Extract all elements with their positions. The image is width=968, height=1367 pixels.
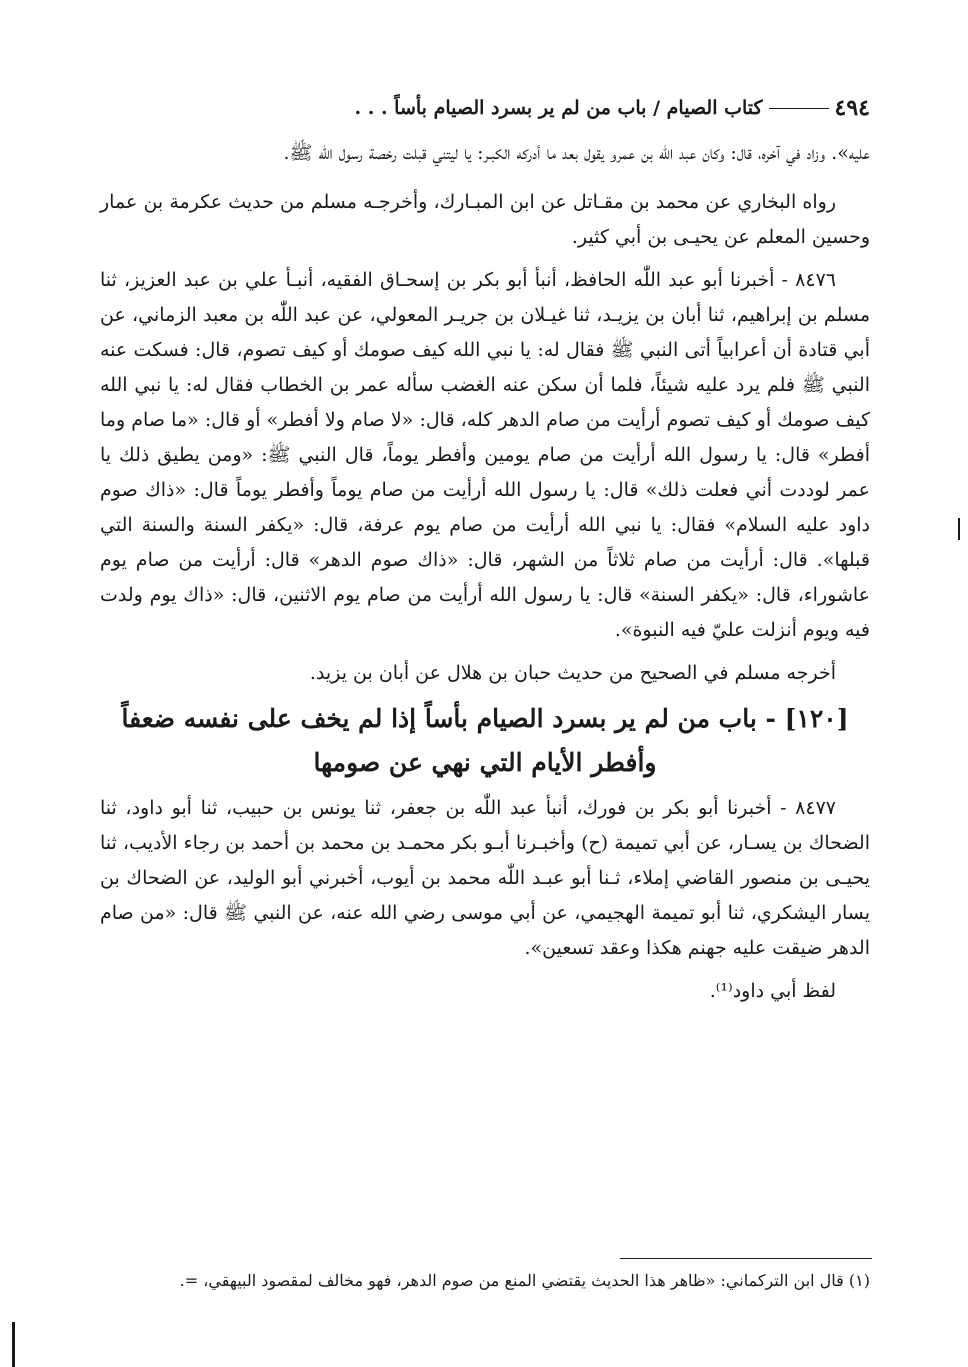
header-rule [769, 108, 829, 109]
running-head [100, 88, 870, 128]
margin-tick-bottom-left [12, 1322, 15, 1367]
paragraph-takhrij-2: أخرجه مسلم في الصحيح من حديث حبان بن هلال عن أبان بن يزيد. [309, 662, 836, 684]
paragraph-continuation: عليه». وزاد في آخره، قال: وكان عبد اللّٰه بن عمرو يقول بعد ما أدركه الكبـر: يا ليتني قبلت رخصة رسول الله ﷺ. [283, 142, 870, 164]
paragraph-takhrij-1: رواه البخاري عن محمد بن مقـاتل عن ابن المبـارك، وأخرجـه مسلم من حديث عكرمة بن عمار وحسين المعلم عن يحيـى بن أبي كثير. [100, 191, 870, 248]
margin-tick-right [958, 518, 960, 540]
running-title: كتاب الصيام / باب من لم ير بسرد الصيام بأساً . . . [354, 97, 763, 119]
page-number: ٤٩٤ [834, 95, 870, 121]
chapter-heading: [١٢٠] - باب من لم ير بسرد الصيام بأساً إذا لم يخف على نفسه ضعفاً وأفطر الأيام التي نهي عن صومها [121, 704, 849, 777]
page-body [100, 88, 870, 1009]
hadith-8476: ٨٤٧٦ - أخبرنا أبو عبد اللّٰه الحافظ، أنبأ أبو بكر بن إسحـاق الفقيه، أنبـأ علي بن عبد العزيز، ثنا مسلم بن إبراهيم، ثنا أبان بن يزيـد، ثنا غيـلان بن جريـر المعولي، عن عبد اللّٰه بن معبد الزماني، عن أبي قتادة أن أعرابياً أتى النبي ﷺ فقال له: يا نبي الله كيف صومك أو كيف تصوم، قال: فسكت عنه النبي ﷺ فلم يرد عليه شيئاً، فلما أن سكن عنه الغضب سأله عمر بن الخطاب فقال له: يا نبي الله كيف صومك أو كيف تصوم أرأيت من صام الدهر كله، قال: «لا صام ولا أفطر» أو قال: «ما صام وما أفطر» قال: يا رسول الله أرأيت من صام يومين وأفطر يوماً، قال النبي ﷺ: «ومن يطيق ذلك يا عمر لوددت أني فعلت ذلك» قال: يا رسول الله أرأيت من صام يوماً وأفطر يوماً قال: «ذاك صوم داود عليه السلام» فقال: يا نبي الله أرأيت من صام يوم عرفة، قال: «يكفر السنة والسنة التي قبلها». قال: أرأيت من صام ثلاثاً من الشهر، قال: «ذاك صوم الدهر» قال: أرأيت من صام يوم عاشوراء، قال: «يكفر السنة» قال: يا رسول الله أرأيت من صام يوم الاثنين، قال: «ذاك يوم ولدت فيه ويوم أنزلت عليّ فيه النبوة». [100, 269, 870, 641]
hadith-8477: ٨٤٧٧ - أخبرنا أبو بكر بن فورك، أنبأ عبد اللّٰه بن جعفر، ثنا يونس بن حبيب، ثنا أبو داود، ثنا الضحاك بن يسـار، عن أبي تميمة (ح) وأخبـرنا أبـو بكر محمـد بن محمد بن أحمد بن رجاء الأديب، ثنا يحيـى بن منصور القاضي إملاء، ثـنا أبو عبـد اللّٰه محمد بن أيوب، أخبرني أبو الوليد، عن الضحاك بن يسار اليشكري، ثنا أبو تميمة الهجيمي، عن أبي موسى رضي الله عنه، عن النبي ﷺ قال: «من صام الدهر ضيقت عليه جهنم هكذا وعقد تسعين». [100, 797, 870, 959]
footnote: (١) قال ابن التركماني: «ظاهر هذا الحديث يقتضي المنع من صوم الدهر، فهو مخالف لمقصود البيهقي، =. [179, 1271, 870, 1290]
paragraph-lafz: لفظ أبي داود⁽¹⁾. [709, 980, 836, 1002]
footnote-rule [620, 1258, 872, 1259]
